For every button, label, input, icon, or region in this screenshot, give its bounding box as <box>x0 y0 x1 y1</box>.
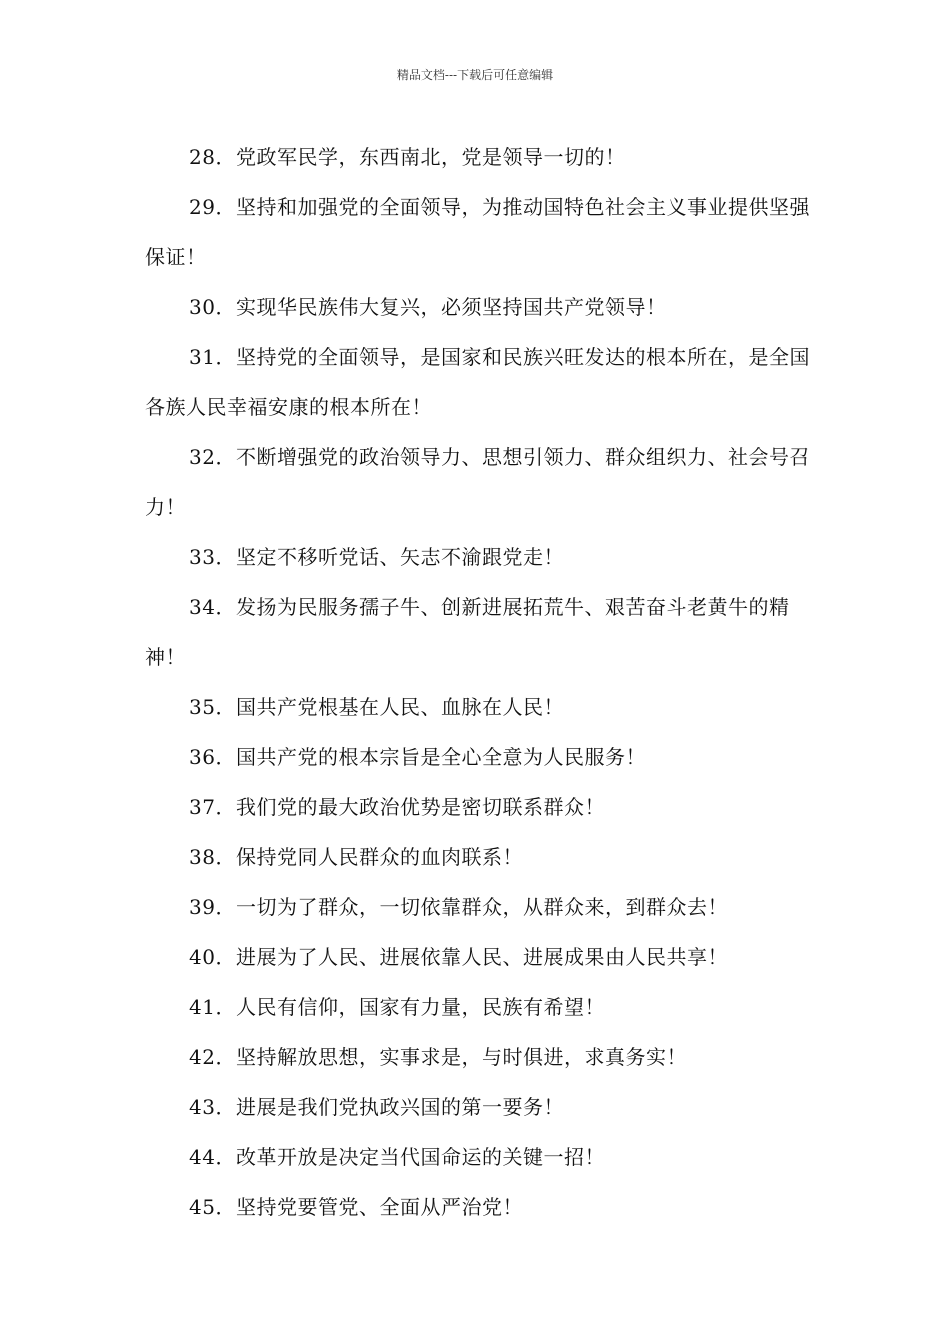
paragraph-43: 43．进展是我们党执政兴国的第一要务！ <box>189 1095 564 1119</box>
paragraph-42: 42．坚持解放思想，实事求是，与时俱进，求真务实！ <box>189 1045 687 1069</box>
document-body <box>145 132 813 1232</box>
paragraph-30: 30．实现华民族伟大复兴，必须坚持国共产党领导！ <box>189 295 667 319</box>
paragraph-44: 44．改革开放是决定当代国命运的关键一招！ <box>189 1145 605 1169</box>
paragraph-34: 34．发扬为民服务孺子牛、创新进展拓荒牛、艰苦奋斗老黄牛的精神！ <box>145 595 790 669</box>
paragraph-38: 38．保持党同人民群众的血肉联系！ <box>189 845 523 869</box>
paragraph-33: 33．坚定不移听党话、矢志不渝跟党走！ <box>189 545 564 569</box>
paragraph-32: 32．不断增强党的政治领导力、思想引领力、群众组织力、社会号召力！ <box>145 445 810 519</box>
page-header: 精品文档---下载后可任意编辑 <box>396 68 554 82</box>
paragraph-39: 39．一切为了群众，一切依靠群众，从群众来，到群众去！ <box>189 895 728 919</box>
paragraph-40: 40．进展为了人民、进展依靠人民、进展成果由人民共享！ <box>189 945 728 969</box>
paragraph-35: 35．国共产党根基在人民、血脉在人民！ <box>189 695 564 719</box>
paragraph-29: 29．坚持和加强党的全面领导，为推动国特色社会主义事业提供坚强保证！ <box>145 195 810 269</box>
paragraph-45: 45．坚持党要管党、全面从严治党！ <box>189 1195 523 1219</box>
paragraph-37: 37．我们党的最大政治优势是密切联系群众！ <box>189 795 605 819</box>
paragraph-36: 36．国共产党的根本宗旨是全心全意为人民服务！ <box>189 745 646 769</box>
paragraph-41: 41．人民有信仰，国家有力量，民族有希望！ <box>189 995 605 1019</box>
paragraph-28: 28．党政军民学，东西南北，党是领导一切的！ <box>189 145 626 169</box>
paragraph-31: 31．坚持党的全面领导，是国家和民族兴旺发达的根本所在，是全国各族人民幸福安康的根本所在！ <box>145 345 810 419</box>
